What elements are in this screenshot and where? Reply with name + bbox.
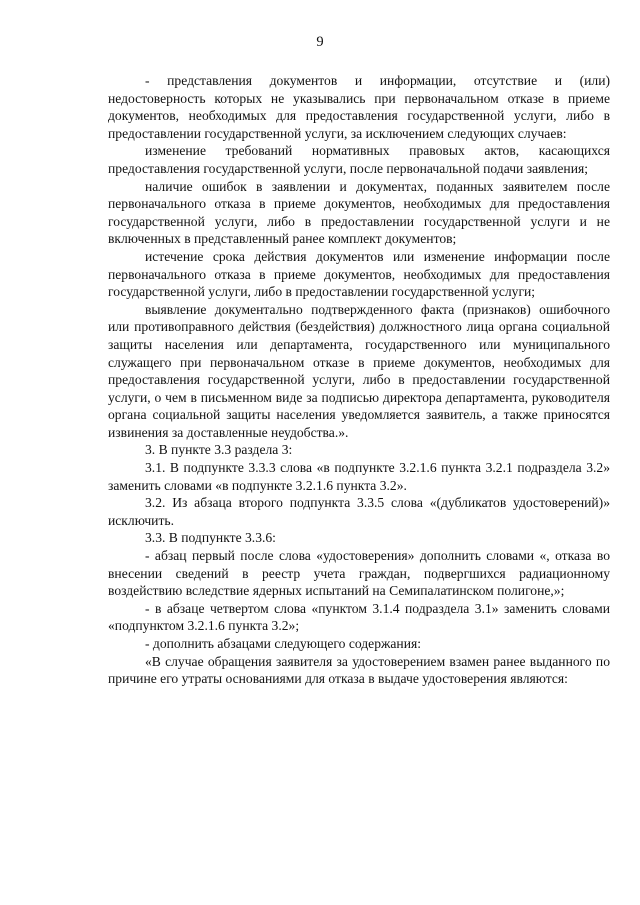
page-number: 9 (316, 34, 324, 50)
paragraph: - дополнить абзацами следующего содержания: (145, 636, 422, 651)
paragraph: 3.2. Из абзаца второго подпункта 3.3.5 слова «(дубликатов удостоверений)» исключить. (108, 495, 610, 528)
paragraph: истечение срока действия документов или изменение информации после первоначального отказа в приеме документов, необходимых для предоставления государственной услуги, либо в предоставлении государственной услуги; (108, 248, 610, 300)
paragraph: - абзац первый после слова «удостоверения» дополнить словами «, отказа во внесении сведений в реестр учета граждан, подвергшихся радиационному воздействию вследствие ядерных испытаний на Семипалатинском полигоне,»; (108, 548, 610, 599)
paragraph: 3. В пункте 3.3 раздела 3: (145, 442, 293, 458)
paragraph: 3.3. В подпункте 3.3.6: (145, 530, 276, 546)
paragraph: «В случае обращения заявителя за удостоверением взамен ранее выданного по причине его утраты основаниями для отказа в выдаче удостоверения являются: (108, 653, 610, 687)
paragraph: 3.1. В подпункте 3.3.3 слова «в подпункте 3.2.1.6 пункта 3.2.1 подраздела 3.2» заменить словами «в подпункте 3.2.1.6 пункта 3.2». (108, 460, 610, 493)
paragraph: - в абзаце четвертом слова «пунктом 3.1.4 подраздела 3.1» заменить словами «подпунктом 3.2.1.6 пункта 3.2»; (108, 600, 610, 634)
paragraph: наличие ошибок в заявлении и документах, поданных заявителем после первоначального отказа в приеме документов, необходимых для предоставления государственной услуги, либо в предоставлении государственной услуги и не включенных в представленный ранее комплект документов; (108, 178, 610, 247)
paragraph: изменение требований нормативных правовых актов, касающихся предоставления государственной услуги, после первоначальной подачи заявления; (108, 143, 610, 176)
paragraph: выявление документально подтвержденного факта (признаков) ошибочного или противоправного действия (бездействия) должностного лица органа социальной защиты населения или департамента, государственного или муниципального служащего при первоначальном отказе в приеме документов, необходимых для предоставления государственной услуги, либо в предоставлении государственной услуги, о чем в письменном виде за подписью директора департамента, руководителя органа социальной защиты населения уведомляется заявитель, а также приносятся извинения за доставленные неудобства.». (108, 301, 610, 440)
paragraph: - представления документов и информации, отсутствие и (или) недостоверность которых не указывались при первоначальном отказе в приеме документов, необходимых для предоставления государственной услуги, либо в предоставлении государственной услуги, за исключением следующих случаев: (108, 73, 610, 141)
document-body (108, 72, 610, 688)
